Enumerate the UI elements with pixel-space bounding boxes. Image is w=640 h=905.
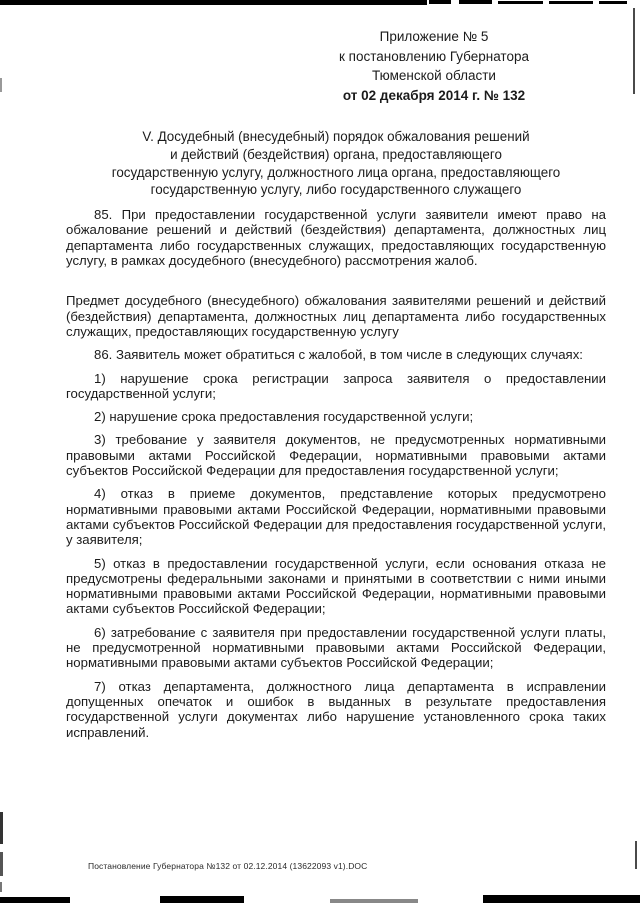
scan-artifact-left-mark (0, 852, 3, 876)
list-item-5: 5) отказ в предоставлении государственной услуги, если основания отказа не предусмотрены федеральными законами и принятыми в соответствии с ними иными нормативными правовыми актами Российской Федерации, нормативными правовыми актами субъектов Российской Федерации; (66, 555, 606, 617)
appendix-date-number: от 02 декабря 2014 г. № 132 (342, 87, 526, 103)
section-title-line: государственную услугу, либо государственного служащего (150, 182, 522, 198)
scan-artifact-left-mark (0, 812, 3, 844)
scan-artifact-bottom-bar (0, 897, 70, 903)
appendix-reference: к постановлению Губернатора (339, 48, 529, 64)
scan-artifact-bottom-bar (160, 896, 244, 903)
document-body (66, 0, 606, 740)
appendix-number: Приложение № 5 (379, 29, 489, 44)
list-item-6: 6) затребование с заявителя при предоставлении государственной услуги платы, не предусмотренной нормативными правовыми актами Российской Федерации, нормативными правовыми актами субъектов Российской Федерации; (66, 624, 606, 671)
scan-artifact-right-line (633, 8, 635, 94)
paragraph-subject-heading: Предмет досудебного (внесудебного) обжалования заявителями решений и действий (бездействия) департамента, должностных лиц департамента либо государственных служащих, предоставляющих государственную услугу (66, 293, 606, 339)
section-title-line: и действий (бездействия) органа, предоставляющего (170, 146, 502, 162)
scan-artifact-right-line (635, 841, 637, 869)
appendix-header (308, 27, 560, 105)
document-footer-filename: Постановление Губернатора №132 от 02.12.2014 (13622093 v1).DOC (88, 861, 368, 871)
list-item-4: 4) отказ в приеме документов, представление которых предусмотрено нормативными правовыми актами Российской Федерации, нормативными правовыми актами субъектов Российской Федерации для предоставления государственной услуги, у заявителя; (66, 486, 606, 548)
list-item-2: 2) нарушение срока предоставления государственной услуги; (94, 409, 474, 425)
section-title (66, 128, 606, 199)
list-item-3: 3) требование у заявителя документов, не предусмотренных нормативными правовыми актами Российской Федерации, нормативными правовыми актами субъектов Российской Федерации для предоставления государственной услуги; (66, 432, 606, 479)
section-title-line: государственную услугу, должностного лица органа, предоставляющего (111, 164, 561, 180)
paragraph-85: 85. При предоставлении государственной услуги заявители имеют право на обжалование решений и действий (бездействия) департамента, должностных лиц департамента либо государственных служащих, предоставляющих государственную услугу, в рамках досудебного (внесудебного) рассмотрения жалоб. (66, 207, 606, 269)
paragraph-86: 86. Заявитель может обратиться с жалобой, в том числе в следующих случаях: (94, 347, 583, 363)
list-item-7: 7) отказ департамента, должностного лица департамента в исправлении допущенных опечаток и ошибок в выданных в результате предоставления государственной услуги документах либо нарушение установленного срока таких исправлений. (66, 678, 606, 740)
scan-artifact-bottom-bar (330, 899, 418, 903)
list-item-1: 1) нарушение срока регистрации запроса заявителя о предоставлении государственной услуги; (66, 370, 606, 401)
scan-artifact-left-mark (0, 78, 2, 92)
scan-artifact-left-mark (0, 882, 2, 892)
appendix-region: Тюменской области (372, 68, 496, 83)
scan-artifact-bottom-bar (483, 895, 640, 903)
section-title-line: V. Досудебный (внесудебный) порядок обжалования решений (142, 129, 530, 144)
